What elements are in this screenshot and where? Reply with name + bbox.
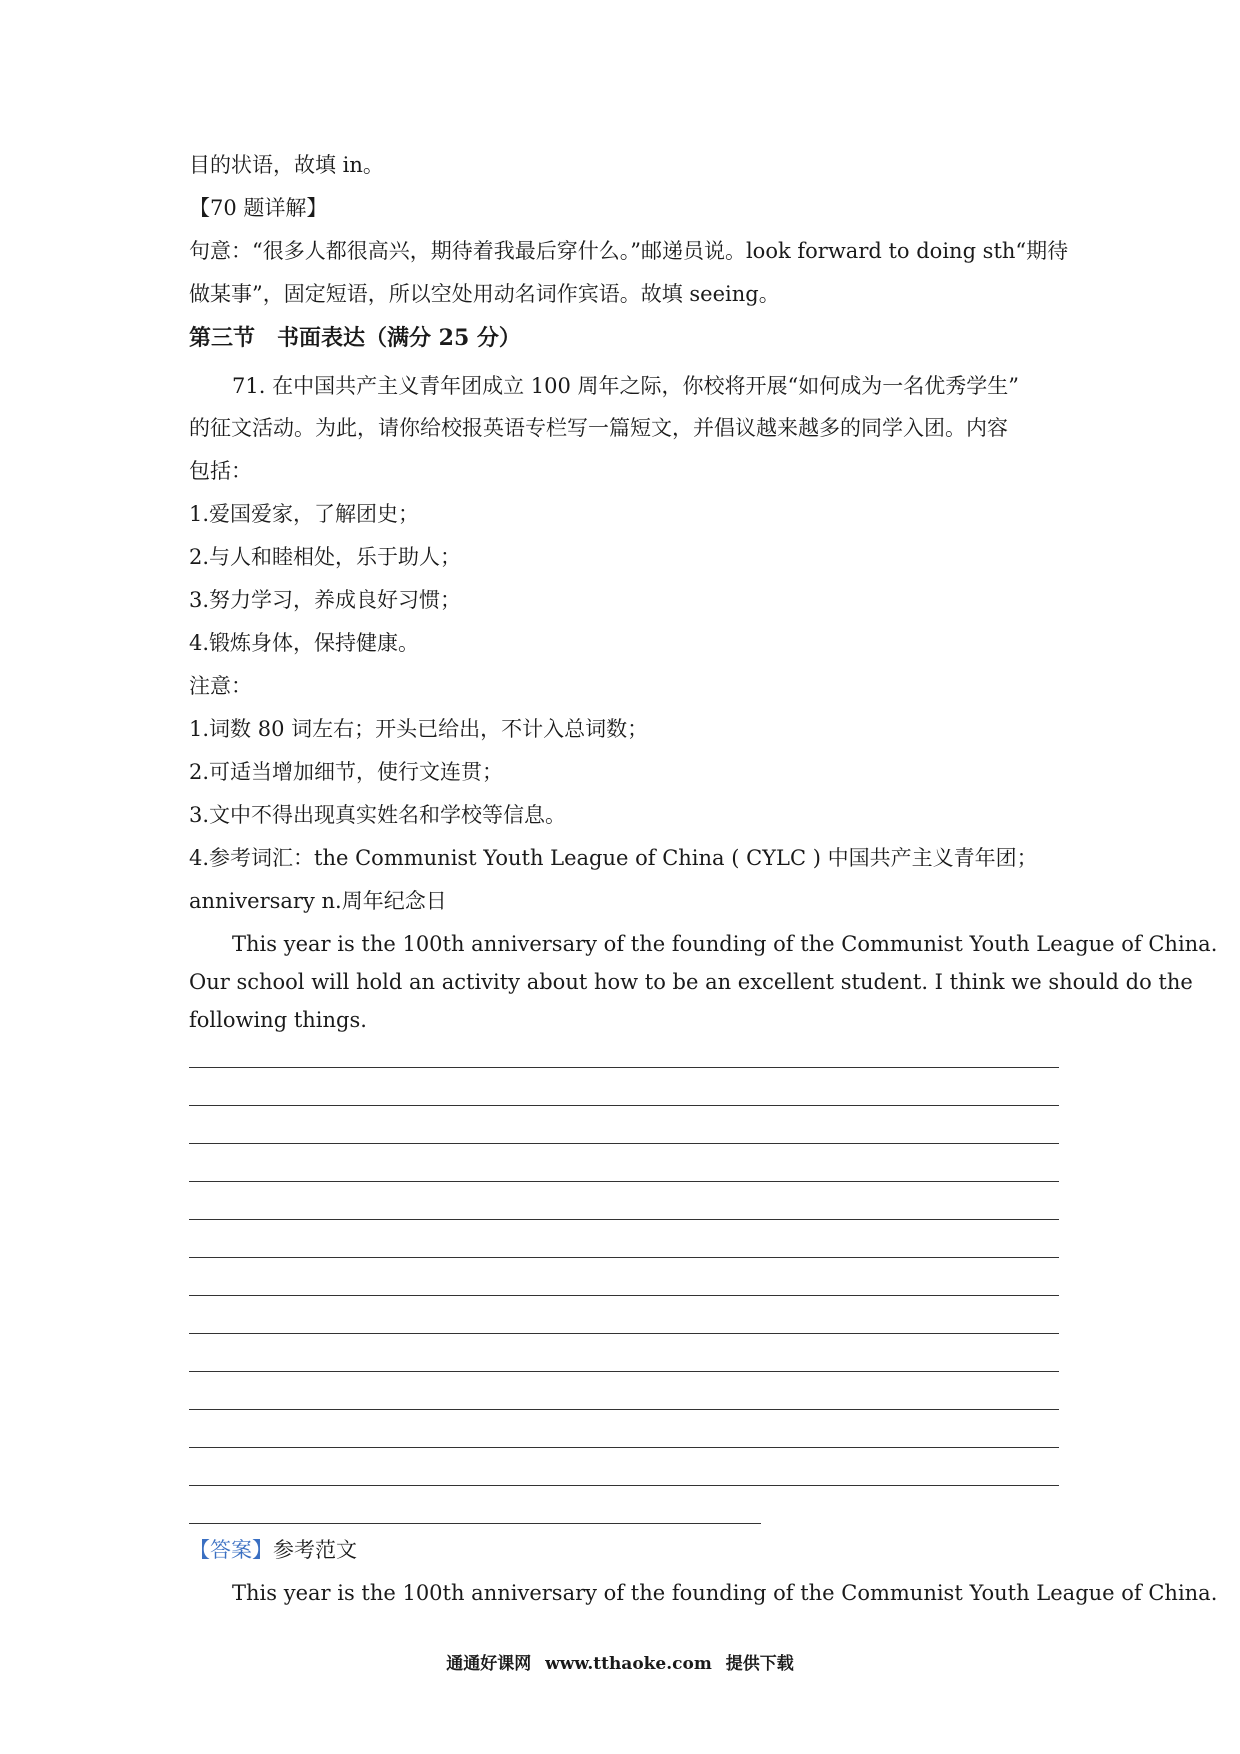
note-1: 1.词数 80 词左右；开头已给出，不计入总词数； bbox=[189, 717, 649, 741]
prev-answer-end: 目的状语，故填 in。 bbox=[189, 153, 384, 177]
section-divider bbox=[189, 1523, 761, 1524]
opening-line-3: following things. bbox=[189, 1008, 367, 1032]
footer-site-name: 通通好课网 bbox=[446, 1654, 532, 1674]
answer-tag: 【答案】 bbox=[189, 1538, 273, 1562]
q71-prompt-line-1: 71. 在中国共产主义青年团成立 100 周年之际，你校将开展“如何成为一名优秀学生” bbox=[232, 374, 1019, 398]
answer-label: 参考范文 bbox=[273, 1538, 357, 1562]
vocab-line-2: anniversary n.周年纪念日 bbox=[189, 889, 447, 913]
writing-line bbox=[189, 1067, 1059, 1068]
note-3: 3.文中不得出现真实姓名和学校等信息。 bbox=[189, 803, 567, 827]
footer-url[interactable]: www.tthaoke.com bbox=[545, 1654, 712, 1674]
q70-explanation-line-1: 句意：“很多人都很高兴，期待着我最后穿什么。”邮递员说。look forward to doing sth“期待 bbox=[189, 239, 1069, 263]
content-point-2: 2.与人和睦相处，乐于助人； bbox=[189, 545, 462, 569]
footer-download: 提供下载 bbox=[725, 1654, 794, 1674]
content-point-3: 3.努力学习，养成良好习惯； bbox=[189, 588, 462, 612]
q71-prompt-line-2: 的征文活动。为此，请你给校报英语专栏写一篇短文，并倡议越来越多的同学入团。内容 bbox=[189, 416, 1008, 440]
writing-line bbox=[189, 1219, 1059, 1220]
writing-line bbox=[189, 1295, 1059, 1296]
content-point-1: 1.爱国爱家，了解团史； bbox=[189, 502, 420, 526]
notes-label: 注意： bbox=[189, 674, 252, 698]
writing-line bbox=[189, 1105, 1059, 1106]
opening-line-1: This year is the 100th anniversary of the founding of the Communist Youth League of China. bbox=[232, 932, 1218, 956]
page-footer bbox=[0, 1652, 1240, 1676]
writing-line bbox=[189, 1257, 1059, 1258]
note-4: 4.参考词汇：the Communist Youth League of China ( CYLC ) 中国共产主义青年团； bbox=[189, 846, 1038, 870]
note-2: 2.可适当增加细节，使行文连贯； bbox=[189, 760, 504, 784]
q70-explanation-line-2: 做某事”，固定短语，所以空处用动名词作宾语。故填 seeing。 bbox=[189, 282, 780, 306]
opening-line-2: Our school will hold an activity about how to be an excellent student. I think we should do the bbox=[189, 970, 1193, 994]
answer-heading bbox=[189, 1535, 1059, 1565]
writing-line bbox=[189, 1181, 1059, 1182]
writing-line bbox=[189, 1143, 1059, 1144]
section-title: 第三节 书面表达（满分 25 分） bbox=[189, 325, 521, 351]
answer-line-1: This year is the 100th anniversary of the founding of the Communist Youth League of China. bbox=[232, 1581, 1218, 1605]
q70-heading: 【70 题详解】 bbox=[189, 196, 328, 220]
writing-line bbox=[189, 1371, 1059, 1372]
content-point-4: 4.锻炼身体，保持健康。 bbox=[189, 631, 420, 655]
writing-line bbox=[189, 1409, 1059, 1410]
writing-line bbox=[189, 1485, 1059, 1486]
q71-prompt-line-3: 包括： bbox=[189, 459, 252, 483]
writing-line bbox=[189, 1447, 1059, 1448]
writing-line bbox=[189, 1333, 1059, 1334]
